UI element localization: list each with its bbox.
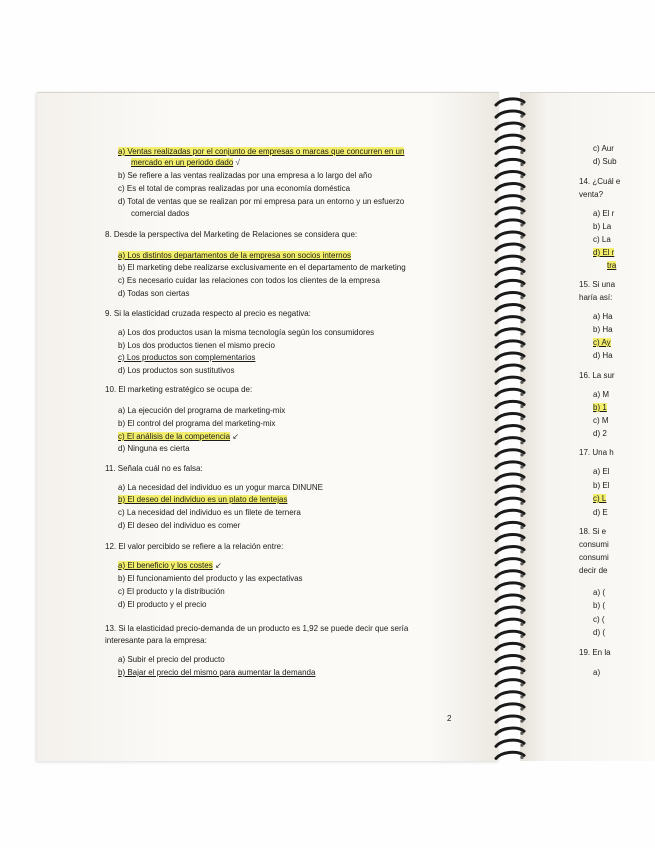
punch-hole (520, 744, 523, 747)
punch-hole (520, 102, 523, 105)
text-line (105, 309, 311, 319)
line-text: d) 2 (593, 429, 607, 438)
punch-hole (520, 127, 523, 130)
text-line (607, 261, 616, 271)
punch-hole (520, 695, 523, 698)
line-text: c) La necesidad del individuo es un filete de ternera (118, 508, 301, 517)
line-text: a) Los distintos departamentos de la empresa son socios internos (118, 251, 352, 260)
text-line (593, 312, 613, 322)
spiral-binding-icon (492, 92, 528, 762)
line-text: b) 1 (593, 403, 607, 412)
punch-hole (520, 611, 523, 614)
line-text: b) Bajar el precio del mismo para aumentar la demanda (118, 668, 316, 677)
text-line (593, 615, 605, 625)
spiral-coil (496, 389, 524, 395)
spiral-coil (496, 135, 524, 141)
handwritten-check-mark: ↙ (230, 432, 239, 441)
spiral-coil (496, 462, 524, 468)
spiral-coil (496, 595, 524, 601)
spiral-coil (496, 740, 524, 746)
spiral-coil (496, 280, 524, 286)
text-line (579, 553, 609, 563)
spiral-coil (496, 498, 524, 504)
punch-hole (520, 538, 523, 541)
line-text: d) Ha (593, 351, 613, 360)
line-text: 12. El valor percibido se refiere a la relación entre: (105, 542, 284, 551)
punch-hole (520, 332, 523, 335)
punch-hole (520, 175, 523, 178)
text-line (593, 144, 614, 154)
text-line (579, 280, 615, 290)
text-line (593, 222, 611, 232)
line-text: b) Ha (593, 325, 613, 334)
punch-hole (520, 381, 523, 384)
punch-hole (520, 707, 523, 710)
text-line (579, 293, 612, 303)
line-text: d) Los productos son sustitutivos (118, 366, 235, 375)
line-text: mercado en un periodo dado (131, 158, 234, 167)
line-text: d) El producto y el precio (118, 600, 207, 609)
line-text: b) El marketing debe realizarse exclusivamente en el departamento de marketing (118, 263, 406, 272)
punch-hole (520, 732, 523, 735)
line-text: c) Los productos son complementarios (118, 353, 256, 362)
spiral-coil (496, 147, 524, 153)
line-text: a) (593, 668, 601, 677)
text-line (593, 235, 611, 245)
spiral-coil (496, 268, 524, 274)
punch-hole (520, 405, 523, 408)
line-text: a) La necesidad del individuo es un yogur marca DINUNE (118, 483, 323, 492)
spiral-coil (496, 256, 524, 262)
spiral-coil (496, 401, 524, 407)
line-text: 9. Si la elasticidad cruzada respecto al precio es negativa: (105, 309, 311, 318)
text-line (593, 668, 600, 678)
line-text: tra (607, 261, 617, 270)
text-line (579, 371, 615, 381)
punch-hole (520, 514, 523, 517)
punch-hole (520, 647, 523, 650)
punch-hole (520, 260, 523, 263)
spiral-coil (496, 341, 524, 347)
line-text: c) La (593, 235, 611, 244)
spiral-coil (496, 692, 524, 698)
line-text: c) Es el total de compras realizadas por una economía doméstica (118, 184, 351, 193)
line-text: c) Ay (593, 338, 611, 347)
text-line (593, 325, 613, 335)
punch-hole (520, 369, 523, 372)
page-number: 2 (447, 714, 452, 723)
text-line (593, 416, 609, 426)
line-text: c) ( (593, 615, 605, 624)
line-text: c) El análisis de la competencia (118, 432, 231, 441)
text-line (593, 351, 613, 361)
line-text: a) El beneficio y los costes (118, 561, 213, 570)
line-text: 16. La sur (579, 371, 615, 380)
text-line (131, 158, 240, 168)
spiral-coil (496, 680, 524, 686)
spiral-coil (496, 486, 524, 492)
text-line (118, 147, 404, 157)
spiral-coil (496, 534, 524, 540)
line-text: 19. En la (579, 648, 611, 657)
text-line (579, 190, 603, 200)
line-text: a) Ventas realizadas por el conjunto de empresas o marcas que concurren en un (118, 147, 405, 156)
text-line (118, 406, 285, 416)
text-line (105, 230, 357, 240)
text-line (118, 444, 190, 454)
punch-hole (520, 417, 523, 420)
spiral-coil (496, 413, 524, 419)
line-text: d) El deseo del individuo es comer (118, 521, 241, 530)
punch-hole (520, 526, 523, 529)
punch-hole (520, 272, 523, 275)
line-text: a) Los dos productos usan la misma tecnología según los consumidores (118, 328, 375, 337)
line-text: haría así: (579, 293, 613, 302)
text-line (118, 495, 287, 505)
punch-hole (520, 199, 523, 202)
text-line (579, 177, 620, 187)
text-line (118, 263, 406, 273)
punch-hole (520, 115, 523, 118)
text-line (593, 508, 608, 518)
line-text: a) El r (593, 209, 615, 218)
spiral-coil (496, 547, 524, 553)
punch-hole (520, 211, 523, 214)
punch-hole (520, 623, 523, 626)
punch-hole (520, 562, 523, 565)
spiral-coil (496, 159, 524, 165)
line-text: 18. Si e (579, 527, 607, 536)
text-line (593, 390, 609, 400)
line-text: d) Total de ventas que se realizan por mi empresa para un entorno y un esfuerzo (118, 197, 405, 206)
text-line (593, 481, 609, 491)
line-text: b) El deseo del individuo es un plato de lentejas (118, 495, 288, 504)
text-line (118, 600, 207, 610)
line-text: comercial dados (131, 209, 190, 218)
spiral-coil (496, 208, 524, 214)
punch-hole (520, 490, 523, 493)
line-text: 17. Una h (579, 448, 614, 457)
punch-hole (520, 344, 523, 347)
line-text: 11. Señala cuál no es falsa: (105, 464, 203, 473)
line-text: b) El control del programa del marketing-mix (118, 419, 276, 428)
text-line (593, 429, 607, 439)
text-line (118, 341, 275, 351)
spiral-coil (496, 607, 524, 613)
punch-hole (520, 478, 523, 481)
spiral-coil (496, 244, 524, 250)
text-line (118, 483, 323, 493)
punch-hole (520, 139, 523, 142)
line-text: b) La (593, 222, 612, 231)
text-line (593, 338, 611, 348)
line-text: b) Los dos productos tienen el mismo precio (118, 341, 275, 350)
line-text: interesante para la empresa: (105, 636, 207, 645)
spiral-coil (496, 292, 524, 298)
spiral-coil (496, 196, 524, 202)
text-line (118, 328, 374, 338)
punch-hole (520, 296, 523, 299)
text-line (593, 467, 609, 477)
text-line (118, 508, 301, 518)
text-line (118, 561, 222, 571)
text-line (593, 248, 614, 258)
spiral-coil (496, 232, 524, 238)
text-line (118, 574, 303, 584)
punch-hole (520, 671, 523, 674)
spiral-coil (496, 631, 524, 637)
punch-hole (520, 465, 523, 468)
text-line (118, 419, 275, 429)
line-text: c) El producto y la distribución (118, 587, 225, 596)
line-text: a) M (593, 390, 609, 399)
punch-hole (520, 453, 523, 456)
text-line (118, 353, 255, 363)
text-line (593, 403, 607, 413)
line-text: a) La ejecución del programa de marketing-mix (118, 406, 286, 415)
spiral-coil (496, 317, 524, 323)
spiral-coil (496, 99, 524, 105)
punch-hole (520, 223, 523, 226)
text-line (118, 432, 239, 442)
text-line (593, 601, 605, 611)
text-line (105, 385, 252, 395)
line-text: 14. ¿Cuál e (579, 177, 621, 186)
line-text: consumi (579, 553, 609, 562)
spiral-coil (496, 704, 524, 710)
text-line (579, 540, 609, 550)
text-line (118, 587, 225, 597)
line-text: 15. Si una (579, 280, 616, 289)
text-line (593, 157, 617, 167)
line-text: a) Subir el precio del producto (118, 655, 225, 664)
spiral-coil (496, 329, 524, 335)
text-line (118, 197, 404, 207)
text-line (118, 366, 235, 376)
line-text: c) L (593, 494, 607, 503)
line-text: c) M (593, 416, 609, 425)
line-text: decir de (579, 566, 608, 575)
punch-hole (520, 357, 523, 360)
punch-hole (520, 308, 523, 311)
punch-hole (520, 599, 523, 602)
spiral-coil (496, 171, 524, 177)
spiral-coil (496, 377, 524, 383)
spiral-coil (496, 716, 524, 722)
spiral-coil (496, 619, 524, 625)
line-text: b) El (593, 481, 610, 490)
punch-hole (520, 441, 523, 444)
punch-hole (520, 248, 523, 251)
spiral-coil (496, 123, 524, 129)
punch-hole (520, 550, 523, 553)
text-line (118, 521, 240, 531)
spiral-coil (496, 522, 524, 528)
spiral-coil (496, 111, 524, 117)
text-line (118, 289, 189, 299)
line-text: d) Sub (593, 157, 617, 166)
line-text: d) Todas son ciertas (118, 289, 190, 298)
spiral-coil (496, 571, 524, 577)
punch-hole (520, 429, 523, 432)
punch-hole (520, 187, 523, 190)
punch-hole (520, 320, 523, 323)
punch-hole (520, 393, 523, 396)
punch-hole (520, 635, 523, 638)
text-line (579, 648, 611, 658)
line-text: 13. Si la elasticidad precio-demanda de un producto es 1,92 se puede decir que sería (105, 624, 409, 633)
line-text: d) El r (593, 248, 615, 257)
handwritten-check-mark: ↙ (212, 561, 222, 570)
text-line (118, 171, 372, 181)
line-text: 8. Desde la perspectiva del Marketing de Relaciones se considera que: (105, 230, 358, 239)
punch-hole (520, 659, 523, 662)
punch-hole (520, 163, 523, 166)
text-line (593, 588, 605, 598)
punch-hole (520, 574, 523, 577)
spiral-coil (496, 655, 524, 661)
line-text: a) Ha (593, 312, 613, 321)
line-text: d) E (593, 508, 608, 517)
spiral-coil (496, 668, 524, 674)
line-text: b) Se refiere a las ventas realizadas por una empresa a lo largo del año (118, 171, 372, 180)
line-text: b) El funcionamiento del producto y las expectativas (118, 574, 303, 583)
line-text: a) ( (593, 588, 605, 597)
text-line (105, 624, 408, 634)
line-text: c) Aur (593, 144, 614, 153)
text-line (118, 184, 350, 194)
line-text: d) Ninguna es cierta (118, 444, 190, 453)
spiral-coil (496, 426, 524, 432)
handwritten-check-mark: √ (233, 158, 240, 167)
punch-hole (520, 756, 523, 759)
spiral-coil (496, 184, 524, 190)
text-line (579, 527, 606, 537)
punch-hole (520, 720, 523, 723)
spiral-coil (496, 450, 524, 456)
text-line (593, 494, 606, 504)
spiral-coil (496, 474, 524, 480)
text-line (105, 542, 283, 552)
punch-hole (520, 683, 523, 686)
spiral-coil (496, 438, 524, 444)
text-line (118, 251, 351, 261)
text-line (579, 448, 614, 458)
spiral-coil (496, 353, 524, 359)
spiral-coil (496, 643, 524, 649)
spiral-coil (496, 559, 524, 565)
line-text: consumi (579, 540, 609, 549)
spiral-coil (496, 752, 524, 758)
line-text: d) ( (593, 628, 605, 637)
spiral-coil (496, 365, 524, 371)
punch-hole (520, 586, 523, 589)
line-text: venta? (579, 190, 604, 199)
punch-hole (520, 151, 523, 154)
text-line (118, 655, 225, 665)
text-line (593, 209, 614, 219)
text-line (593, 628, 605, 638)
text-line (131, 209, 189, 219)
text-line (118, 276, 380, 286)
text-line (105, 464, 203, 474)
line-text: b) ( (593, 601, 605, 610)
spiral-coil (496, 510, 524, 516)
punch-hole (520, 236, 523, 239)
text-line (579, 566, 607, 576)
line-text: 10. El marketing estratégico se ocupa de: (105, 385, 253, 394)
line-text: a) El (593, 467, 610, 476)
text-line (118, 668, 315, 678)
punch-hole (520, 284, 523, 287)
spiral-coil (496, 728, 524, 734)
punch-hole (520, 502, 523, 505)
spiral-coil (496, 305, 524, 311)
spiral-coil (496, 220, 524, 226)
spiral-coil (496, 583, 524, 589)
line-text: c) Es necesario cuidar las relaciones con todos los clientes de la empresa (118, 276, 380, 285)
text-line (105, 636, 207, 646)
